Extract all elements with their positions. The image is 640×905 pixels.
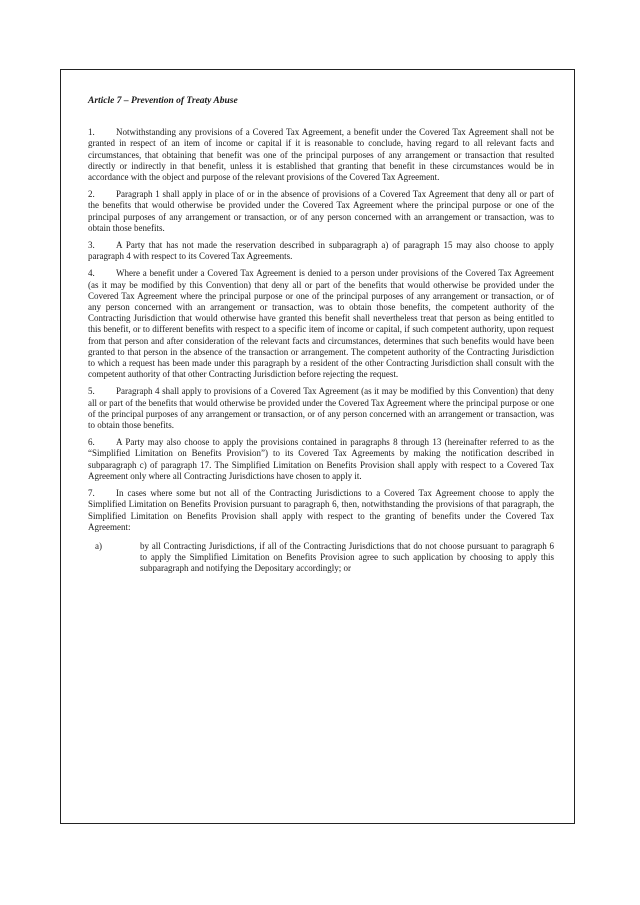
paragraph-text: In cases where some but not all of the Contracting Jurisdictions to a Covered Tax Agreement choose to apply the Simplified Limitation on Benefits Provision pursuant to paragraph 6, then, notwithstanding the provisions of that paragraph, the Simplified Limitation on Benefits Provision shall apply with respect to the granting of benefits under the Covered Tax Agreement: <box>88 488 554 532</box>
paragraph-text: Paragraph 1 shall apply in place of or in the absence of provisions of a Covered Tax Agreement that deny all or part of the benefits that would otherwise be provided under the Covered Tax Agreement where the principal purpose or one of the principal purposes of any arrangement or transaction, or of any person concerned with an arrangement or transaction, was to obtain those benefits. <box>88 189 554 233</box>
paragraph-number: 1. <box>88 127 95 138</box>
paragraph-7 <box>88 488 554 533</box>
paragraph-text: Paragraph 4 shall apply to provisions of a Covered Tax Agreement (as it may be modified by this Convention) that deny all or part of the benefits that would otherwise be provided under the Covered Tax Agreement where the principal purpose or one of the principal purposes of any arrangement or transaction, or of any person concerned with an arrangement or transaction, was to obtain those benefits. <box>88 386 554 431</box>
paragraph-text: Where a benefit under a Covered Tax Agreement is denied to a person under provisions of the Covered Tax Agreement (as it may be modified by this Convention) that deny all or part of the benefits that would otherwise be provided under the Covered Tax Agreement where the principal purpose or one of the principal purposes of any arrangement or transaction, or of any person concerned with an arrangement or transaction, was to obtain those benefits, the competent authority of the Contracting Jurisdiction that would otherwise have granted this benefit shall nevertheless treat that person as being entitled to this benefit, or to different benefits with respect to a specific item of income or capital, if such competent authority, upon request from that person and after consideration of the relevant facts and circumstances, determines that such benefits would have been granted to that person in the absence of the transaction or arrangement. The competent authority of the Contracting Jurisdiction to which a request has been made under this paragraph by a resident of the other Contracting Jurisdiction shall consult with the competent authority of that other Contracting Jurisdiction before rejecting the request. <box>88 268 554 380</box>
paragraph-number: 6. <box>88 437 95 448</box>
subparagraph-text: by all Contracting Jurisdictions, if all of the Contracting Jurisdictions that do not choose pursuant to paragraph 6 to apply the Simplified Limitation on Benefits Provision agree to such application by choosing to apply this subparagraph and notifying the Depositary accordingly; or <box>140 540 554 574</box>
document-body <box>88 96 554 575</box>
paragraph-4 <box>88 268 554 380</box>
paragraph-2 <box>88 189 554 234</box>
paragraph-1 <box>88 127 554 183</box>
paragraph-number: 2. <box>88 189 95 200</box>
paragraph-number: 3. <box>88 240 95 251</box>
article-title: Article 7 – Prevention of Treaty Abuse <box>88 96 238 106</box>
paragraph-5 <box>88 386 554 431</box>
paragraph-text: Notwithstanding any provisions of a Covered Tax Agreement, a benefit under the Covered Tax Agreement shall not be granted in respect of an item of income or capital if it is reasonable to conclude, having regard to all relevant facts and circumstances, that obtaining that benefit was one of the principal purposes of any arrangement or transaction that resulted directly or indirectly in that benefit, unless it is established that granting that benefit in these circumstances would be in accordance with the object and purpose of the relevant provisions of the Covered Tax Agreement. <box>88 127 554 183</box>
paragraph-3 <box>88 240 554 262</box>
paragraph-6 <box>88 437 554 482</box>
paragraph-number: 4. <box>88 268 95 279</box>
subparagraph-a <box>88 541 554 575</box>
subparagraph-label: a) <box>95 540 102 551</box>
paragraph-number: 7. <box>88 488 95 499</box>
paragraph-text: A Party that has not made the reservation described in subparagraph a) of paragraph 15 may also choose to apply paragraph 4 with respect to its Covered Tax Agreements. <box>88 240 554 262</box>
paragraph-text: A Party may also choose to apply the provisions contained in paragraphs 8 through 13 (hereinafter referred to as the “Simplified Limitation on Benefits Provision”) to its Covered Tax Agreements by making the notification described in subparagraph c) of paragraph 17. The Simplified Limitation on Benefits Provision shall apply with respect to a Covered Tax Agreement only where all Contracting Jurisdictions have chosen to apply it. <box>88 437 554 481</box>
paragraph-number: 5. <box>88 386 95 397</box>
